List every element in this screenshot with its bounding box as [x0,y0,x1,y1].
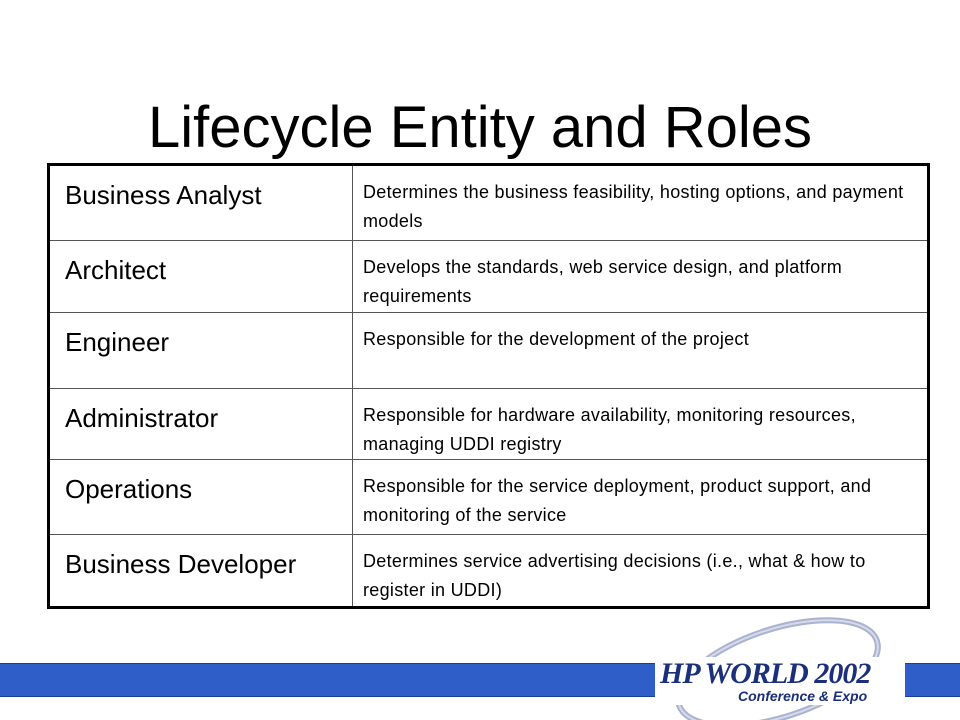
logo-brand: HP WORLD 2002 [660,657,871,690]
table-row [49,535,929,608]
role-name: Operations [49,460,353,535]
role-description: Responsible for hardware availability, monitoring resources, managing UDDI registry [353,389,929,460]
role-name: Engineer [49,313,353,389]
role-description: Responsible for the service deployment, product support, and monitoring of the service [353,460,929,535]
role-description: Develops the standards, web service design, and platform requirements [353,241,929,313]
slide-title: Lifecycle Entity and Roles [147,95,813,160]
role-description: Determines service advertising decisions (i.e., what & how to register in UDDI) [353,535,929,608]
roles-table [47,163,930,609]
role-description: Determines the business feasibility, hosting options, and payment models [353,165,929,241]
role-name: Architect [49,241,353,313]
table-row [49,165,929,241]
role-name: Administrator [49,389,353,460]
table-row [49,389,929,460]
table-row [49,241,929,313]
table-row [49,460,929,535]
table-row [49,313,929,389]
role-description: Responsible for the development of the project [353,313,929,389]
footer-bar-right [905,663,960,697]
role-name: Business Developer [49,535,353,608]
logo-subtitle: Conference & Expo [738,688,868,704]
role-name: Business Analyst [49,165,353,241]
footer-bar [0,663,655,697]
hp-world-logo [650,615,910,720]
